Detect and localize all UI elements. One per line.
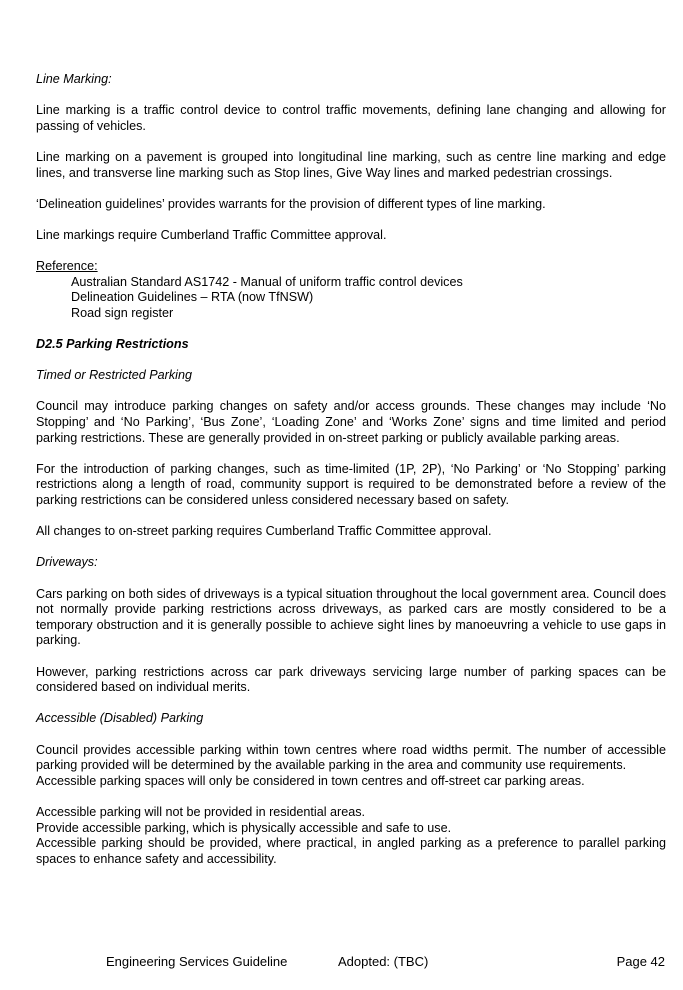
timed-parking-paragraph-1: Council may introduce parking changes on safety and/or access grounds. These changes may include ‘No Stopping’ and ‘No Parking’, ‘Bus Zone’, ‘Loading Zone’ and ‘Works Zone’ signs and time limited and period parking restrictions. These are generally provided in on-street parking or publicly available parking areas.: [36, 399, 666, 445]
line-marking-paragraph-2: Line marking on a pavement is grouped into longitudinal line marking, such as centre line marking and edge lines, and transverse line marking such as Stop lines, Give Way lines and marked pedestrian crossings.: [36, 149, 666, 180]
accessible-parking-heading: Accessible (Disabled) Parking: [36, 711, 204, 726]
footer-document-title: Engineering Services Guideline: [106, 954, 288, 969]
line-marking-paragraph-1: Line marking is a traffic control device to control traffic movements, defining lane changing and allowing for passing of vehicles.: [36, 103, 666, 133]
timed-parking-paragraph-3: All changes to on-street parking requires Cumberland Traffic Committee approval.: [36, 524, 492, 539]
line-marking-paragraph-4: Line markings require Cumberland Traffic Committee approval.: [36, 227, 387, 242]
reference-item: Road sign register: [71, 305, 174, 320]
reference-label: Reference:: [36, 259, 98, 274]
accessible-parking-paragraph-2: Accessible parking spaces will only be considered in town centres and off-street car parking areas.: [36, 773, 585, 788]
accessible-parking-paragraph-5: Accessible parking should be provided, where practical, in angled parking as a preference to parallel parking spaces to enhance safety and accessibility.: [36, 836, 666, 866]
reference-list: [36, 275, 666, 322]
section-heading: D2.5 Parking Restrictions: [36, 337, 189, 352]
driveways-paragraph-2: However, parking restrictions across car park driveways servicing large number of parking spaces can be considered based on individual merits.: [36, 664, 666, 695]
document-page: [36, 72, 666, 867]
line-marking-paragraph-3: ‘Delineation guidelines’ provides warrants for the provision of different types of line marking.: [36, 196, 546, 211]
reference-item: Delineation Guidelines – RTA (now TfNSW): [71, 290, 314, 305]
footer-page-number: Page 42: [616, 954, 665, 969]
accessible-parking-paragraph-1: Council provides accessible parking within town centres where road widths permit. The number of accessible parking provided will be determined by the available parking in the area and community use requirements.: [36, 742, 666, 773]
page-footer: [0, 954, 683, 972]
accessible-parking-paragraph-4: Provide accessible parking, which is physically accessible and safe to use.: [36, 820, 452, 835]
timed-parking-paragraph-2: For the introduction of parking changes, such as time-limited (1P, 2P), ‘No Parking’ or ‘No Stopping’ parking restrictions along a length of road, community support is required to be demonstrated before a review of the parking restrictions can be considered unless considered necessary based on safety.: [36, 461, 666, 508]
line-marking-heading: Line Marking:: [36, 72, 112, 86]
timed-parking-heading: Timed or Restricted Parking: [36, 368, 192, 383]
footer-adopted-status: Adopted: (TBC): [338, 954, 429, 969]
reference-item: Australian Standard AS1742 - Manual of uniform traffic control devices: [71, 274, 463, 289]
driveways-heading: Driveways:: [36, 555, 98, 570]
driveways-paragraph-1: Cars parking on both sides of driveways is a typical situation throughout the local government area. Council does not normally provide parking restrictions across driveways, as parked cars are mostly considered to be a temporary obstruction and it is generally possible to achieve sight lines by manoeuvring a vehicle to use gaps in parking.: [36, 586, 666, 648]
accessible-parking-paragraph-3: Accessible parking will not be provided in residential areas.: [36, 804, 366, 819]
